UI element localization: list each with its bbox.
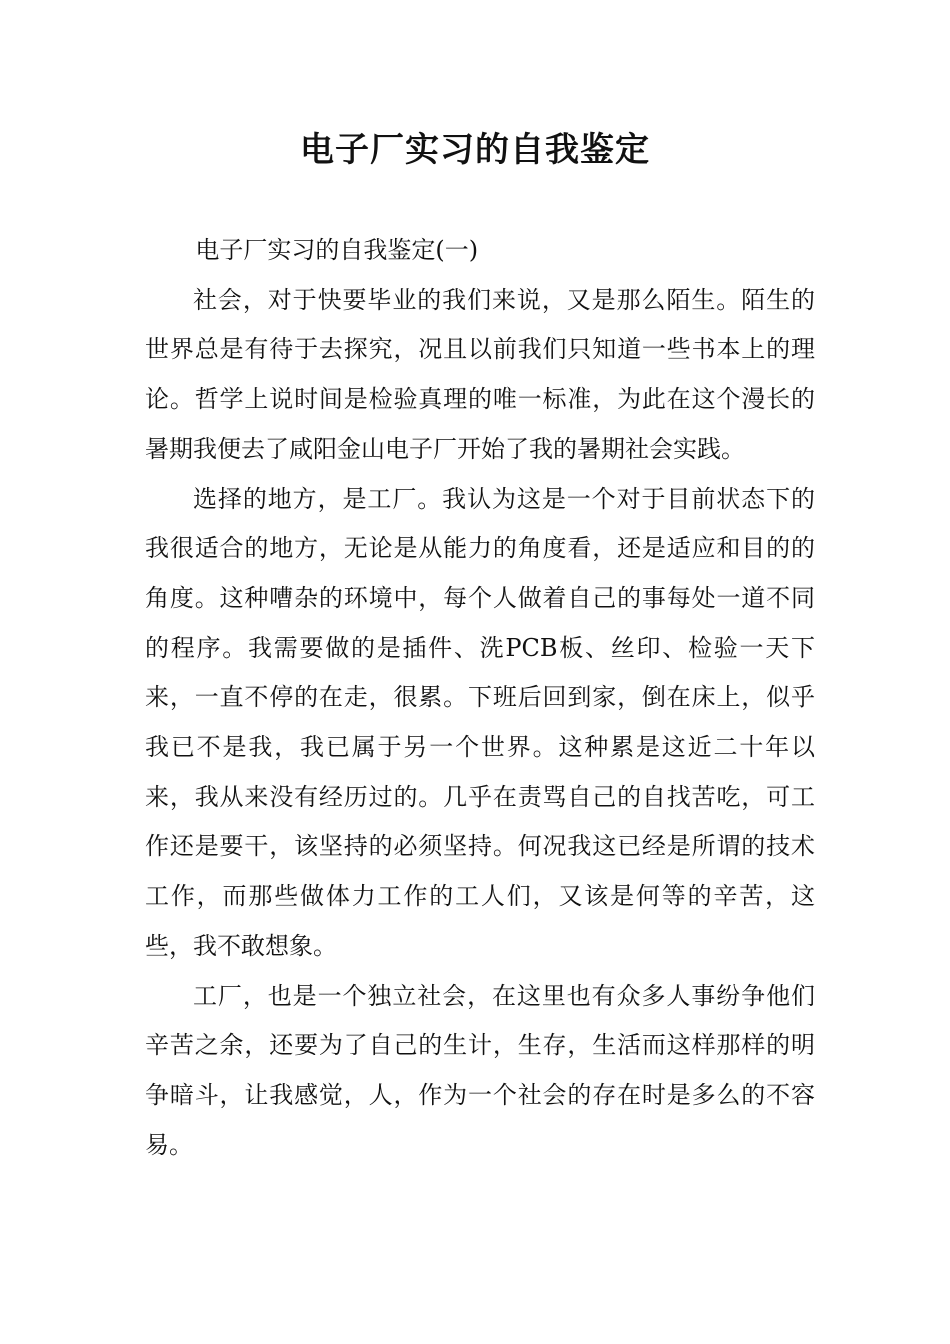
paragraph-1: 社会，对于快要毕业的我们来说，又是那么陌生。陌生的世界总是有待于去探究，况且以前我们只知道一些书本上的理论。哲学上说时间是检验真理的唯一标准，为此在这个漫长的暑期我便去了咸阳金山电子厂开始了我的暑期社会实践。: [145, 285, 815, 463]
paragraph-2: 选择的地方，是工厂。我认为这是一个对于目前状态下的我很适合的地方，无论是从能力的角度看，还是适应和目的的角度。这种嘈杂的环境中，每个人做着自己的事每处一道不同的程序。我需要做的是插件、洗PCB板、丝印、检验一天下来，一直不停的在走，很累。下班后回到家，倒在床上，似乎我已不是我，我已属于另一个世界。这种累是这近二十年以来，我从来没有经历过的。几乎在责骂自己的自找苦吃，可工作还是要干，该坚持的必须坚持。何况我这已经是所谓的技术工作，而那些做体力工作的工人们，又该是何等的辛苦，这些，我不敢想象。: [145, 484, 815, 960]
document-title: 电子厂实习的自我鉴定: [300, 130, 650, 170]
document-body: [145, 226, 815, 1170]
section-heading: 电子厂实习的自我鉴定(一): [195, 236, 479, 264]
paragraph-3: 工厂，也是一个独立社会，在这里也有众多人事纷争他们辛苦之余，还要为了自己的生计，生存，生活而这样那样的明争暗斗，让我感觉，人，作为一个社会的存在时是多么的不容易。: [145, 981, 815, 1159]
